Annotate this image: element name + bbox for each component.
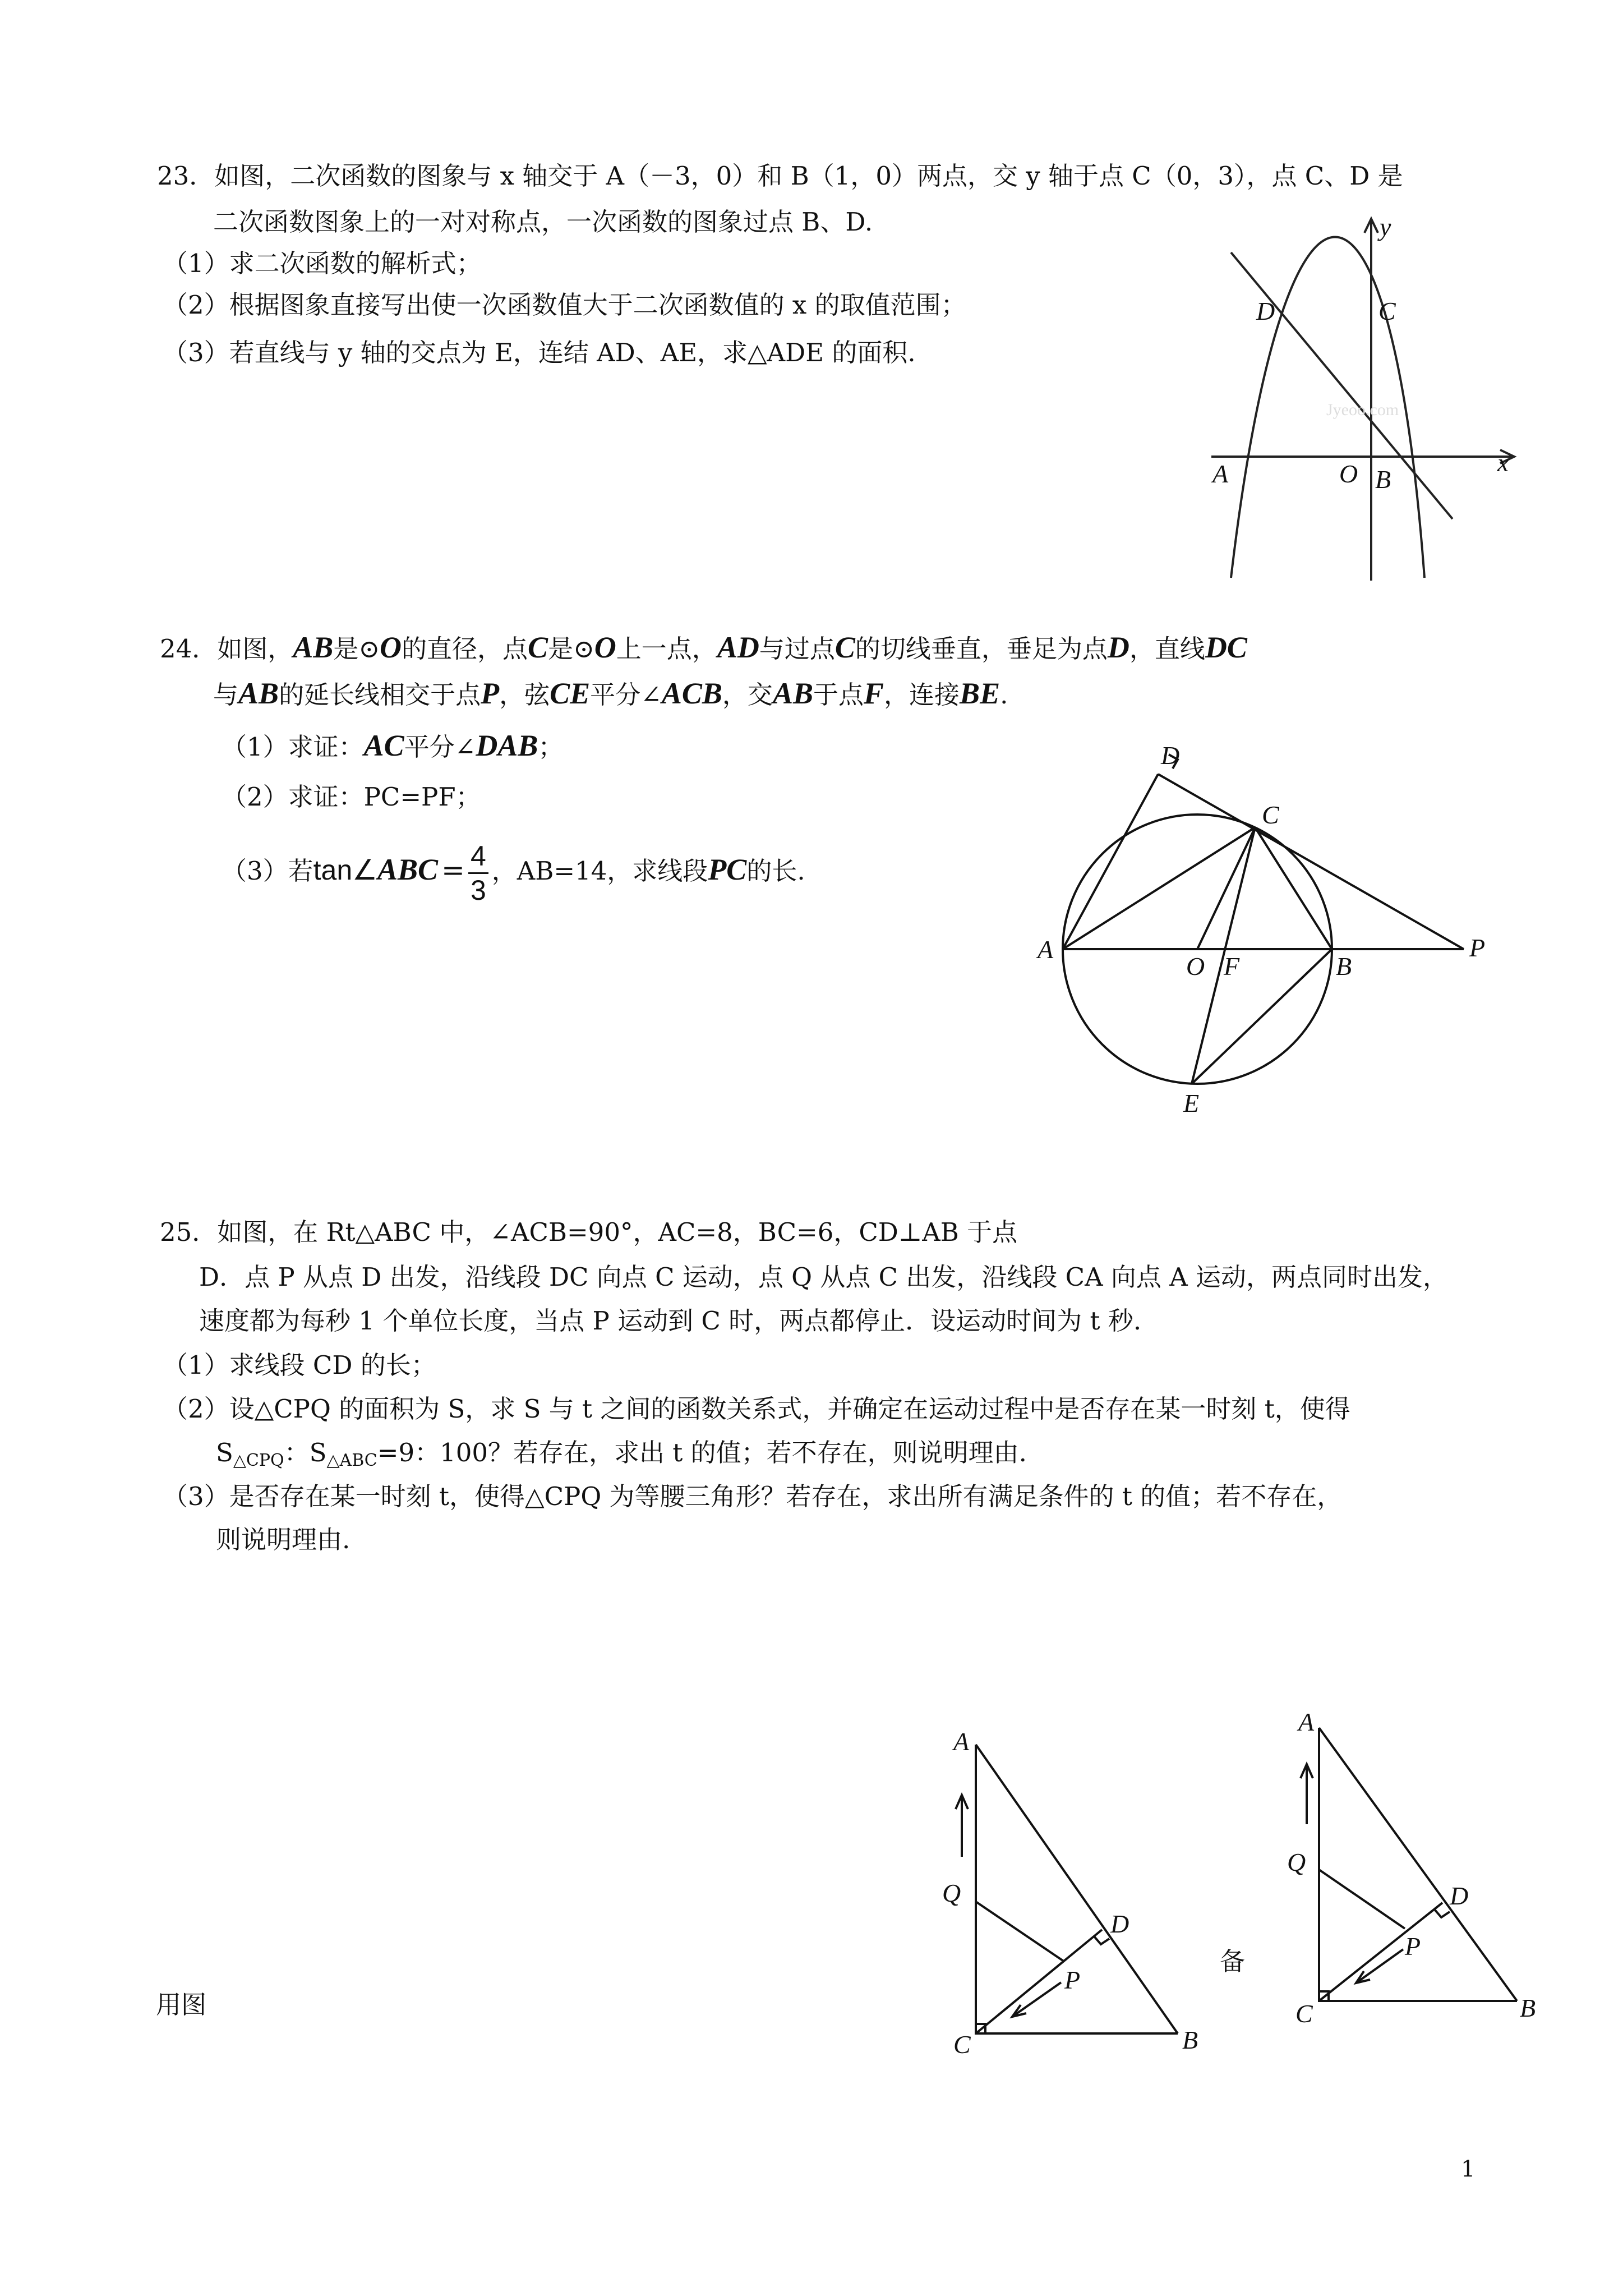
label-b: B [1520,1994,1536,2022]
q25-triangle-figure-2 [1279,1700,1570,2036]
label-y: y [1380,213,1391,241]
segment-ad [1063,774,1158,949]
q25-part3: （3）是否存在某一时刻 t，使得△CPQ 为等腰三角形？若存在，求出所有满足条件的 t 的值；若不存在， [163,1481,1343,1511]
label-e: E [1183,1089,1200,1117]
label-d: D [1450,1881,1469,1910]
q23-part1: （1）求二次函数的解析式； [163,249,482,278]
label-o: O [1186,952,1205,981]
label-d: D [1256,297,1275,325]
label-d: D [1161,741,1180,770]
label-a: A [953,1727,970,1756]
label-c: C [1295,1999,1313,2028]
q24-part3: （3）若tan∠ABC = $\frac{4}{3}$ ，AB=14，求线段PC的长. [222,840,805,906]
q23-line1: 23．如图，二次函数的图象与 x 轴交于 A（－3，0）和 B（1，0）两点，交 y 轴于点 C（0，3），点 C、D 是 [157,161,1403,191]
q23-part2: （2）根据图象直接写出使一次函数值大于二次函数值的 x 的取值范围； [163,290,966,320]
label-q: Q [1287,1848,1306,1876]
q24-line1: 24．如图，AB是⊙O的直径，点C是⊙O上一点，AD与过点C的切线垂直，垂足为点D，直线DC [160,631,1247,664]
label-a: A [1298,1708,1315,1736]
label-p: P [1469,933,1486,962]
label-c: C [1378,297,1396,325]
q25-part2: （2）设△CPQ 的面积为 S，求 S 与 t 之间的函数关系式，并确定在运动过程中是否存在某一时刻 t，使得 [163,1394,1350,1424]
q24-line2: 与AB的延长线相交于点P，弦CE平分∠ACB，交AB于点F，连接BE. [213,677,1008,710]
q23-part3: （3）若直线与 y 轴的交点为 E，连结 AD、AE，求△ADE 的面积. [163,338,916,367]
label-yong-tu: 用图 [156,1990,207,2019]
segment-be [1192,949,1332,1084]
label-f: F [1224,952,1240,981]
label-q: Q [942,1879,961,1907]
segment-qp [1319,1870,1405,1929]
q25-line3: 速度都为每秒 1 个单位长度，当点 P 运动到 C 时，两点都停止．设运动时间为 t 秒. [199,1306,1142,1336]
q25-line1: 25．如图，在 Rt△ABC 中，∠ACB=90°，AC=8，BC=6，CD⊥AB 于点 [160,1217,1018,1247]
segment-cd [1319,1903,1442,2001]
q25-part1: （1）求线段 CD 的长； [163,1350,436,1380]
watermark: Jyeoo.com [1326,401,1399,419]
q25-part3-cont: 则说明理由. [216,1525,351,1554]
label-b: B [1182,2026,1198,2054]
label-c: C [953,2030,971,2059]
q23-line2: 二次函数图象上的一对对称点，一次函数的图象过点 B、D. [213,207,873,237]
label-p: P [1405,1932,1421,1961]
q24-part1: （1）求证：AC平分∠DAB； [222,729,564,762]
label-p: P [1064,1966,1081,1994]
segment-qp [976,1902,1064,1962]
right-angle-d [1435,1910,1450,1917]
label-b: B [1375,465,1391,494]
arrow-p-shaft [1012,1982,1061,2017]
segment-dp [1158,774,1464,949]
page-number: 1 [1461,2156,1476,2182]
q25-part2-cont: $S_{\triangle CPQ}$：$S_{\triangle ABC}=9$：100？若存在，求出 t 的值；若不存在，则说明理由. [216,1438,1027,1470]
q24-part2: （2）求证：PC=PF； [222,782,481,812]
label-c: C [1262,800,1279,829]
label-bei: 备 [1220,1947,1246,1976]
q25-triangle-figure-1 [931,1717,1223,2059]
label-a: A [1038,935,1054,964]
label-o: O [1339,459,1358,488]
segment-bc [1255,827,1332,949]
label-a: A [1212,459,1229,488]
q25-line2: D．点 P 从点 D 出发，沿线段 DC 向点 C 运动，点 Q 从点 C 出发，沿线段 CA 向点 A 运动，两点同时出发， [199,1262,1448,1292]
label-d: D [1110,1910,1129,1938]
label-x: x [1497,448,1509,477]
label-b: B [1336,952,1352,981]
right-angle-d [1094,1936,1109,1944]
q23-parabola-figure [1200,208,1525,589]
fraction-4-3: $\frac{4}{3}$ [468,840,488,907]
q24-circle-figure [1026,740,1486,1122]
